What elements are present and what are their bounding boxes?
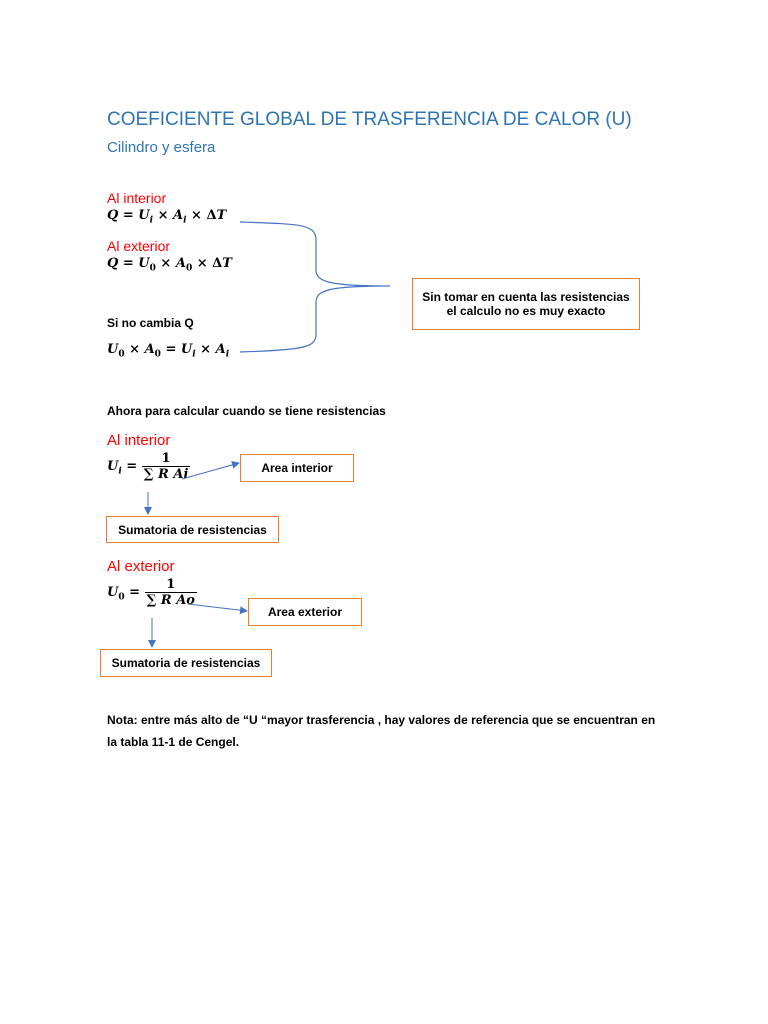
- page-subtitle: Cilindro y esfera: [107, 139, 216, 156]
- equation-uo: $U_0$ = $\frac{1}{\text{∑ R Ao}}$: [107, 577, 195, 608]
- arrow-to-area-interior: [182, 463, 239, 479]
- equation-ui: $U_i$ = $\frac{1}{\text{∑ R Ai}}$: [107, 451, 189, 482]
- arrow-to-area-exterior: [188, 604, 247, 611]
- interior-label: Al interior: [107, 190, 167, 206]
- interior-label-2: Al interior: [107, 432, 171, 449]
- nota-line-1: Nota: entre más alto de “U “mayor trasferencia , hay valores de referencia que se encuentran en: [107, 713, 656, 727]
- note-box-line-2: el calculo no es muy exacto: [446, 304, 606, 318]
- sum-resistances-label-1: Sumatoria de resistencias: [118, 522, 267, 537]
- area-exterior-label: Area exterior: [267, 605, 343, 619]
- brace-connector: [240, 222, 390, 352]
- sum-resistances-label-2: Sumatoria de resistencias: [111, 656, 261, 670]
- resistance-intro: Ahora para calcular cuando se tiene resistencias: [107, 404, 386, 418]
- equation-q-interior: $Q = U_i \times A_i \times \Delta T$: [107, 208, 227, 226]
- no-change-label: Si no cambia Q: [107, 316, 194, 330]
- page-title: COEFICIENTE GLOBAL DE TRASFERENCIA DE CALOR (U): [107, 109, 632, 130]
- note-box-line-1: Sin tomar en cuenta las resistencias: [422, 290, 630, 304]
- equation-equality: $U_0 \times A_0 = U_i \times A_i$: [107, 342, 230, 360]
- exterior-label-2: Al exterior: [107, 558, 175, 575]
- nota-line-2: la tabla 11-1 de Cengel.: [107, 735, 240, 749]
- exterior-label: Al exterior: [107, 238, 171, 254]
- equation-q-exterior: $Q = U_0 \times A_0 \times \Delta T$: [107, 256, 232, 274]
- area-interior-label: Area interior: [261, 461, 333, 475]
